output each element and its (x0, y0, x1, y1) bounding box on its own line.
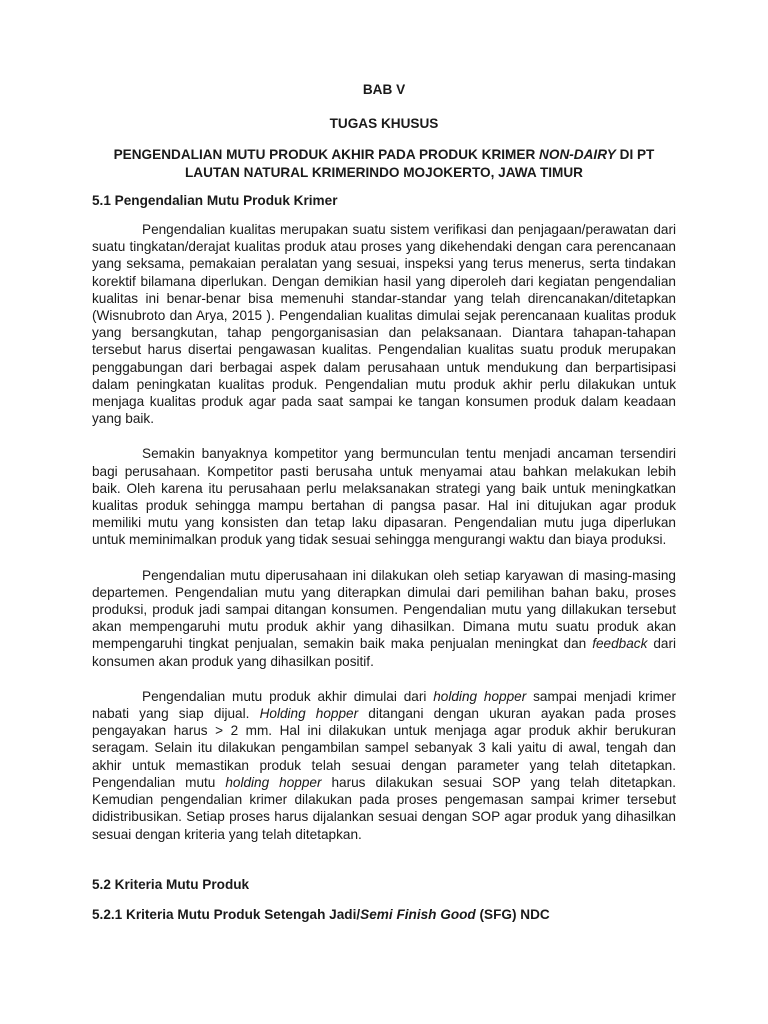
section-heading-5-2-1: 5.2.1 Kriteria Mutu Produk Setengah Jadi/Semi Finish Good (SFG) NDC (92, 907, 550, 922)
section-heading-5-1: 5.1 Pengendalian Mutu Produk Krimer (92, 193, 338, 208)
paragraph-4: Pengendalian mutu produk akhir dimulai dari holding hopper sampai menjadi krimer nabati yang siap dijual. Holding hopper ditangani dengan ukuran ayakan pada proses pengayakan harus > 2 mm. Hal ini dilakukan untuk menjaga agar produk akhir berukuran seragam. Selain itu dilakukan pengambilan sampel sebanyak 3 kali yaitu di awal, tengah dan akhir untuk memastikan produk telah sesuai dengan parameter yang telah ditetapkan. Pengendalian mutu holding hopper harus dilakukan sesuai SOP yang telah ditetapkan. Kemudian pengendalian krimer dilakukan pada proses pengemasan sampai krimer tersebut didistribusikan. Setiap proses harus dijalankan sesuai dengan SOP agar produk yang dihasilkan sesuai dengan kriteria yang telah ditetapkan. (92, 688, 676, 842)
paragraph-2: Semakin banyaknya kompetitor yang bermunculan tentu menjadi ancaman tersendiri bagi perusahaan. Kompetitor pasti berusaha untuk menyamai atau bahkan melakukan lebih baik. Oleh karena itu perusahaan perlu melaksanakan strategi yang baik untuk meningkatkan kualitas produk sehingga mampu bertahan di pangsa pasar. Hal ini ditujukan agar produk memiliki mutu yang konsisten dan tetap laku dipasaran. Pengendalian mutu juga diperlukan untuk meminimalkan produk yang tidak sesuai sehingga mengurangi waktu dan biaya produksi. (92, 446, 676, 548)
document-title (92, 146, 676, 182)
paragraph-1: Pengendalian kualitas merupakan suatu sistem verifikasi dan penjagaan/perawatan dari suatu tingkatan/derajat kualitas produk atau proses yang dikehendaki dengan cara perencanaan yang seksama, pemakaian peralatan yang sesuai, inspeksi yang terus menerus, serta tindakan korektif bilamana diperlukan. Dengan demikian hasil yang diperoleh dari kegiatan pengendalian kualitas ini benar-benar bisa memenuhi standar-standar yang telah direncanakan/ditetapkan (Wisnubroto dan Arya, 2015 ). Pengendalian kualitas dimulai sejak perencanaan kualitas produk yang bersangkutan, tahap pengorganisasian dan pelaksanaan. Diantara tahapan-tahapan tersebut harus disertai pengawasan kualitas. Pengendalian kualitas suatu produk merupakan penggabungan dari berbagai aspek dalam perusahaan untuk mendukung dan berpartisipasi dalam peningkatan kualitas produk. Pengendalian mutu produk akhir perlu dilakukan untuk menjaga kualitas produk agar pada saat sampai ke tangan konsumen produk dalam keadaan yang baik. (92, 222, 676, 427)
paragraph-3: Pengendalian mutu diperusahaan ini dilakukan oleh setiap karyawan di masing-masing departemen. Pengendalian mutu yang diterapkan dimulai dari pemilihan bahan baku, proses produksi, produk jadi sampai ditangan konsumen. Pengendalian mutu yang dillakukan tersebut akan mempengaruhi mutu produk akhir yang dihasilkan. Dimana mutu suatu produk akan mempengaruhi tingkat penjualan, semakin baik maka penjualan meningkat dan feedback dari konsumen akan produk yang dihasilkan positif. (92, 567, 676, 669)
chapter-heading: BAB V (362, 82, 406, 97)
body-text (92, 221, 676, 843)
title-line-1: PENGENDALIAN MUTU PRODUK AKHIR PADA PRODUK KRIMER NON-DAIRY DI PT (113, 147, 655, 162)
subject-heading: TUGAS KHUSUS (329, 116, 439, 131)
title-line-2: LAUTAN NATURAL KRIMERINDO MOJOKERTO, JAWA TIMUR (185, 165, 583, 180)
section-heading-5-2: 5.2 Kriteria Mutu Produk (92, 877, 250, 892)
